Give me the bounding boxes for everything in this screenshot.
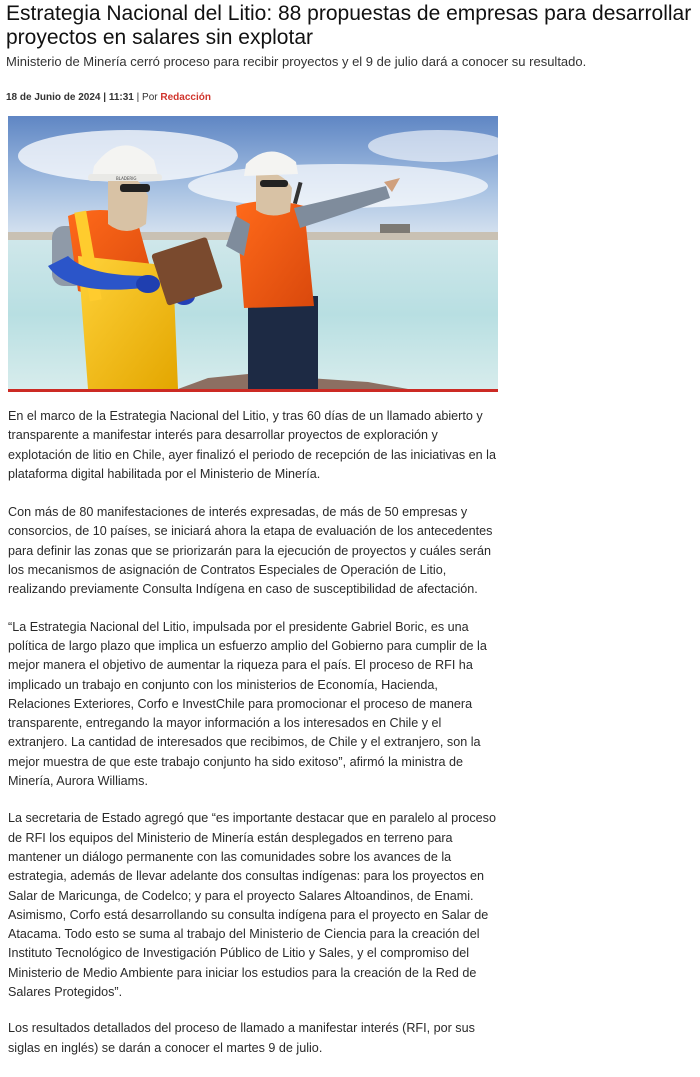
hero-photo-illustration	[8, 116, 498, 389]
paragraph-5: Los resultados detallados del proceso de llamado a manifestar interés (RFI, por sus siglas en inglés) se darán a conocer el martes 9 de julio.	[8, 1021, 475, 1055]
jeans	[248, 296, 318, 389]
publish-date: 18 de Junio de 2024 | 11:31	[6, 92, 134, 103]
distant-plant	[380, 224, 410, 233]
meta-separator: | Por	[133, 92, 161, 103]
paragraph-3: “La Estrategia Nacional del Litio, impulsada por el presidente Gabriel Boric, es una política de largo plazo que implica un esfuerzo amplio del Gobierno para cumplir de la mejor manera el objetivo de aumentar la riqueza para el país. El proceso de RFI ha implicado un trabajo en conjunto con los ministerios de Economía, Hacienda, Relaciones Exteriores, Corfo e InvestChile para promocionar el proceso de manera transparente, entregando la mayor información a los interesados en Chile y el extranjero. La cantidad de interesados que recibimos, de Chile y el extranjero, son la mejor muestra de que este trabajo conjunto ha sido exitoso”, afirmó la ministra de Minería, Aurora Williams.	[8, 619, 487, 789]
article-headline	[6, 2, 700, 50]
hero-image	[8, 116, 498, 392]
author-link[interactable]: Redacción	[160, 92, 211, 103]
paragraph-4: La secretaria de Estado agregó que “es importante destacar que en paralelo al proceso de RFI los equipos del Ministerio de Minería están desplegados en terreno para mantener un diálogo permanente con las comunidades sobre los avances de la estrategia, además de llevar adelante dos consultas indígenas: para los proyectos en Salar de Maricunga, de Codelco; y para el proyecto Salares Altoandinos, de Enami. Asimismo, Corfo está desarrollando su consulta indígena para el proyecto en Salar de Atacama. Todo esto se suma al trabajo del Ministerio de Ciencia para la creación del Instituto Tecnológico de Investigación Público de Litio y Sales, y el compromiso del Ministerio de Medio Ambiente para iniciar los estudios para la creación de la Red de Salares Protegidos”.	[8, 811, 496, 1000]
article-meta	[6, 92, 211, 104]
headline-line-2: proyectos en salares sin explotar	[6, 26, 313, 49]
headline-line-1: Estrategia Nacional del Litio: 88 propuestas de empresas para desarrollar	[6, 2, 692, 25]
article-body	[8, 407, 498, 1077]
paragraph-2: Con más de 80 manifestaciones de interés expresadas, de más de 50 empresas y consorcios, de 10 países, se iniciará ahora la etapa de evaluación de los antecedentes para definir las zonas que se priorizarán para la ejecución de proyectos y cuáles serán los mecanismos de asignación de Contratos Especiales de Operación de Litio, realizando previamente Consulta Indígena en caso de susceptibilidad de afectación.	[8, 505, 493, 597]
helmet-brand: BLADERIG	[116, 176, 137, 181]
article-subtitle: Ministerio de Minería cerró proceso para recibir proyectos y el 9 de julio dará a conocer su resultado.	[6, 54, 587, 69]
paragraph-1: En el marco de la Estrategia Nacional del Litio, y tras 60 días de un llamado abierto y transparente a manifestar interés para desarrollar proyectos de exploración y explotación de litio en Chile, ayer finalizó el periodo de recepción de las iniciativas en la plataforma digital habilitada por el Ministerio de Minería.	[8, 409, 496, 481]
